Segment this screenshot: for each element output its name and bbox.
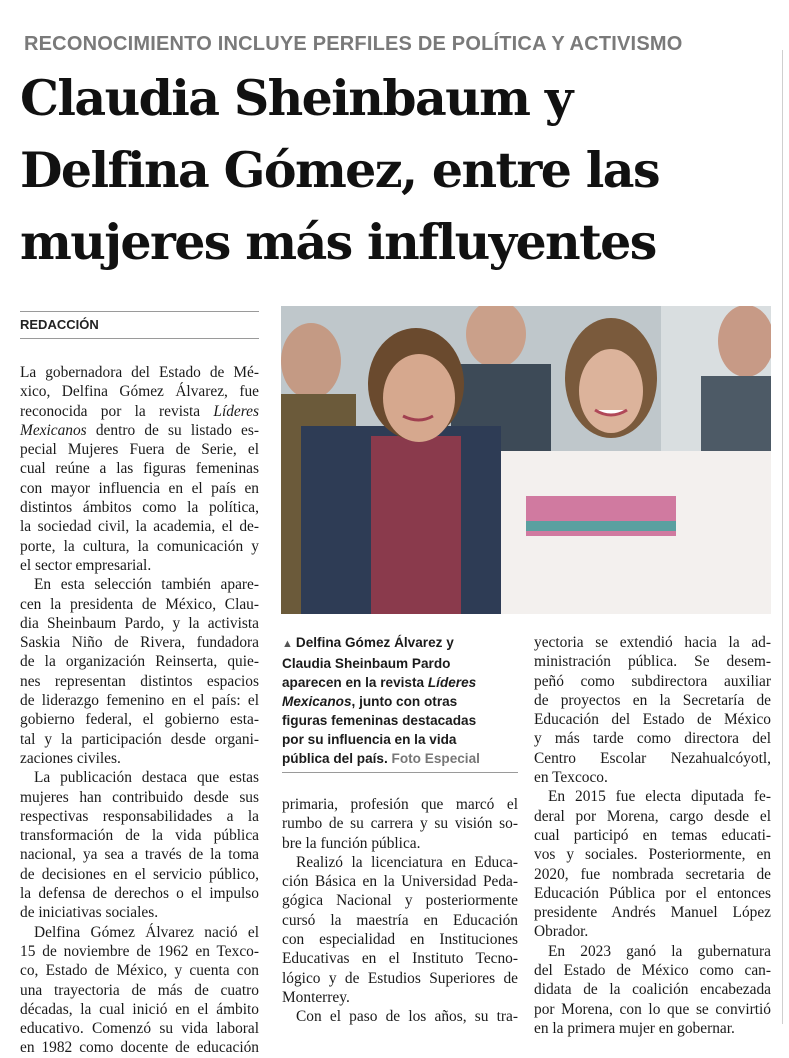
text-line: presidente Andrés Manuel López bbox=[534, 904, 771, 922]
text-line: el sector empresarial. bbox=[20, 556, 152, 574]
text-line: la sociedad civil, la academia, el de- bbox=[20, 518, 259, 536]
text-line: Monterrey. bbox=[282, 988, 350, 1006]
text-line: xico, Delfina Gómez Álvarez, fue bbox=[20, 383, 259, 401]
text-line: deral por Morena, cargo desde el bbox=[534, 807, 771, 825]
magazine-name: Mexicanos bbox=[282, 694, 352, 709]
text-line: en 1982 como docente de educación bbox=[20, 1039, 259, 1057]
paragraph bbox=[20, 363, 259, 575]
text-line: peñó como subdirectora auxiliar bbox=[534, 672, 771, 690]
text-line: 15 de noviembre de 1962 en Texco- bbox=[20, 942, 259, 960]
text-line: Obrador. bbox=[534, 923, 589, 941]
headline-line-1: Claudia Sheinbaum y bbox=[20, 69, 572, 127]
paragraph bbox=[534, 633, 771, 787]
byline: REDACCIÓN bbox=[20, 317, 99, 332]
text-line: en la primera mujer en gobernar. bbox=[534, 1019, 735, 1037]
page-edge-rule bbox=[782, 50, 783, 1024]
text-line: con especialidad en Instituciones bbox=[282, 931, 518, 949]
text-line: didata de la coalición encabezada bbox=[534, 981, 771, 999]
text-line: con mayor influencia en el país en bbox=[20, 479, 259, 497]
text-line: Delfina Gómez Álvarez nació el bbox=[34, 923, 259, 941]
text-line: pecial Mujeres Fuera de Serie, el bbox=[20, 441, 259, 459]
text-line: gobierno federal, el gobierno esta- bbox=[20, 711, 259, 729]
text-line: porte, la cultura, la comunicación y bbox=[20, 537, 259, 555]
text-line: En esta selección también apare- bbox=[34, 576, 259, 594]
text-line: 2020, fue nombrada secretaria de bbox=[534, 865, 771, 883]
headline-line-2: Delfina Gómez, entre las bbox=[20, 141, 659, 199]
kicker: RECONOCIMIENTO INCLUYE PERFILES DE POLÍTICA Y ACTIVISMO bbox=[24, 33, 683, 55]
caption-line: Claudia Sheinbaum Pardo bbox=[282, 656, 451, 671]
text-line: y más tarde como directora del bbox=[534, 730, 771, 748]
column-3 bbox=[534, 633, 771, 1038]
column-1 bbox=[20, 363, 259, 1058]
text-line: la defensa de derechos o el impulso bbox=[20, 885, 259, 903]
magazine-name: Líderes bbox=[213, 402, 259, 420]
text-line: La gobernadora del Estado de Mé- bbox=[20, 364, 259, 381]
text-line: una trayectoria de más de cuatro bbox=[20, 981, 259, 999]
text-line: de liderazgo femenino en el país: el bbox=[20, 692, 259, 710]
text-line: ción Básica en la Universidad Peda- bbox=[282, 873, 518, 891]
text-line: lógico y de Estudios Superiores de bbox=[282, 969, 518, 987]
text-line: Mexicanos dentro de su listado es- bbox=[20, 421, 259, 439]
caption-line: figuras femeninas destacadas bbox=[282, 713, 477, 728]
triangle-up-icon: ▲ bbox=[282, 638, 293, 650]
paragraph bbox=[282, 795, 518, 853]
text-line: tal y la participación desde organi- bbox=[20, 730, 259, 748]
photo-caption bbox=[282, 633, 522, 768]
text-line: cual reúne a las figuras femeninas bbox=[20, 460, 259, 478]
text-line: en Texcoco. bbox=[534, 769, 608, 787]
paragraph bbox=[20, 768, 259, 922]
text-line: respectivas responsabilidades a la bbox=[20, 807, 259, 825]
text-line: En 2023 ganó la gubernatura bbox=[548, 942, 771, 960]
headline-line-3: mujeres más influyentes bbox=[20, 213, 656, 271]
text-line: Educativas en el Instituto Tecno- bbox=[282, 950, 518, 968]
text-line: vos y sociales. Posteriormente, en bbox=[534, 846, 771, 864]
text-line: cursó la maestría en Educación bbox=[282, 911, 518, 929]
text-line: de iniciativas sociales. bbox=[20, 904, 159, 922]
paragraph bbox=[20, 575, 259, 768]
text-line: gógica Nacional y posteriormente bbox=[282, 892, 518, 910]
caption-line: , junto con otras bbox=[351, 694, 458, 709]
text-line: dia Sheinbaum Pardo, y la activista bbox=[20, 614, 259, 632]
text-line: mujeres han contribuido desde sus bbox=[20, 788, 259, 806]
text-line: nacional, ya sea a través de la toma bbox=[20, 846, 259, 864]
magazine-name: Mexicanos bbox=[20, 421, 87, 439]
caption-line: pública del país. bbox=[282, 751, 388, 766]
text-line: transformación de la vida pública bbox=[20, 827, 259, 845]
text-line: de decisiones en el servicio público, bbox=[20, 865, 259, 883]
text-line: del Estado de México como can- bbox=[534, 962, 771, 980]
photo-illustration bbox=[281, 306, 771, 614]
text-line: Saskia Niño de Rivera, fundadora bbox=[20, 634, 259, 652]
photo-credit: Foto Especial bbox=[391, 751, 480, 766]
text-line: yectoria se extendió hacia la ad- bbox=[534, 634, 771, 651]
caption-line: aparecen en la revista bbox=[282, 675, 425, 690]
text-line: de la organización Reinserta, quie- bbox=[20, 653, 259, 671]
text-line: La publicación destaca que estas bbox=[34, 769, 259, 787]
text-line: Centro Escolar Nezahualcóyotl, bbox=[534, 749, 771, 767]
text-line: primaria, profesión que marcó el bbox=[282, 796, 518, 813]
text-line: cen la presidenta de México, Clau- bbox=[20, 595, 259, 613]
text-line: En 2015 fue electa diputada fe- bbox=[548, 788, 771, 806]
text-line: distintos ámbitos como la política, bbox=[20, 499, 259, 517]
text-line: reconocida por la revista Líderes bbox=[20, 402, 259, 420]
text-line: Educación Pública por el entonces bbox=[534, 884, 771, 902]
text-line: zaciones civiles. bbox=[20, 749, 121, 767]
paragraph bbox=[282, 853, 518, 1007]
text-line: educativo. Comenzó su vida laboral bbox=[20, 1020, 259, 1038]
article-photo bbox=[281, 306, 771, 614]
magazine-name: Líderes bbox=[427, 675, 477, 690]
column-2 bbox=[282, 795, 518, 1027]
caption-rule bbox=[282, 772, 518, 773]
paragraph bbox=[534, 787, 771, 941]
byline-top-rule bbox=[20, 311, 259, 312]
caption-line: por su influencia en la vida bbox=[282, 732, 457, 747]
text-line: Educación del Estado de México bbox=[534, 711, 771, 729]
text-line: bre la función pública. bbox=[282, 834, 421, 852]
caption-line: Delfina Gómez Álvarez y bbox=[295, 635, 454, 650]
text-line: décadas, la cual inició en el ámbito bbox=[20, 1000, 259, 1018]
text-line: ministración pública. Se desem- bbox=[534, 653, 771, 671]
byline-bottom-rule bbox=[20, 338, 259, 339]
text-line: rumbo de su carrera y su visión so- bbox=[282, 815, 518, 833]
text-line: Realizó la licenciatura en Educa- bbox=[296, 853, 518, 871]
text-line: nes representan distintos espacios bbox=[20, 672, 259, 690]
headline bbox=[20, 62, 780, 278]
paragraph bbox=[20, 923, 259, 1058]
text-line: cual participó en temas educati- bbox=[534, 826, 771, 844]
text-line: de proyectos en la Secretaría de bbox=[534, 691, 771, 709]
text-line: Con el paso de los años, su tra- bbox=[296, 1008, 518, 1026]
text-line: por Morena, con lo que se convirtió bbox=[534, 1000, 771, 1018]
text-line: co, Estado de México, y cuenta con bbox=[20, 962, 259, 980]
